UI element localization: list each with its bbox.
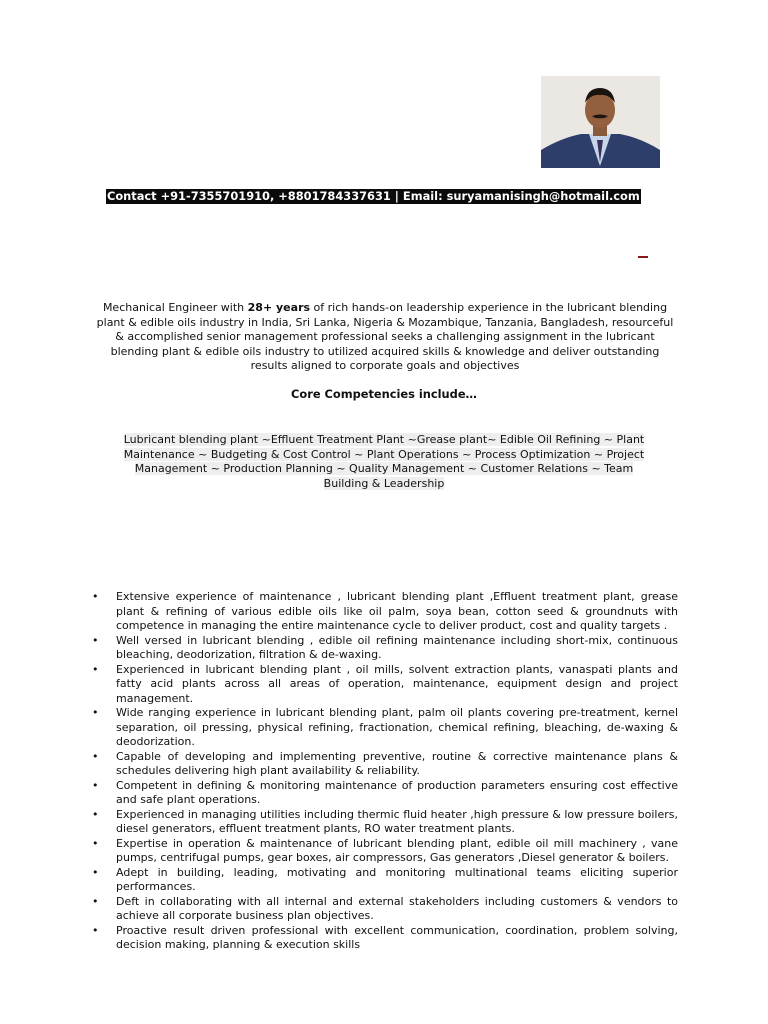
list-item (88, 750, 678, 779)
list-item-text: Expertise in operation & maintenance of lubricant blending plant, edible oil mill machinery , vane pumps, centrifugal pumps, gear boxes, air compressors, Gas generators ,Diesel generator & boilers. (116, 836, 678, 864)
list-item-text: Deft in collaborating with all internal and external stakeholders including customers & vendors to achieve all corporate business plan objectives. (116, 894, 678, 922)
core-competencies-list (115, 433, 653, 491)
competencies-text: Lubricant blending plant ~Effluent Treatment Plant ~Grease plant~ Edible Oil Refining ~ Plant Maintenance ~ Budgeting & Cost Control ~ Plant Operations ~ Process Optimization ~ Project Management ~ Production Planning ~ Quality Management ~ Customer Relations ~ Team Building & Leadership (123, 433, 645, 490)
contact-bar (106, 189, 641, 204)
summary-body: of rich hands-on leadership experience in the lubricant blending plant & edible oils industry in India, Sri Lanka, Nigeria & Mozambique, Tanzania, Bangladesh, resourceful & accomplished senior management professional seeks a challenging assignment in the lubricant blending plant & edible oils industry to utilized acquired skills & knowledge and deliver outstanding results aligned to corporate goals and objectives (96, 301, 674, 372)
bullet-icon: • (92, 836, 99, 850)
bullet-icon: • (92, 590, 99, 603)
contact-text: Contact +91-7355701910, +8801784337631 | Email: suryamanisingh@hotmail.com (107, 189, 640, 203)
list-item-text: Extensive experience of maintenance , lubricant blending plant ,Effluent treatment plant, grease plant & refining of various edible oils like oil palm, soya bean, cotton seed & groundnuts with competence in managing the entire maintenance cycle to deliver product, cost and quality targets . (116, 590, 678, 632)
core-competencies-heading: Core Competencies include… (291, 387, 477, 401)
list-item (88, 924, 678, 953)
list-item (88, 808, 678, 837)
list-item-text: Experienced in lubricant blending plant , oil mills, solvent extraction plants, vanaspati plants and fatty acid plants across all areas of operation, maintenance, equipment design and project management. (116, 662, 678, 705)
list-item (88, 590, 678, 634)
bullet-icon: • (92, 807, 99, 821)
summary-intro: Mechanical Engineer with (102, 301, 248, 314)
professional-summary (95, 301, 675, 374)
list-item (88, 837, 678, 866)
experience-bullet-list (88, 590, 678, 953)
summary-years: 28+ years (247, 301, 311, 314)
list-item (88, 779, 678, 808)
bullet-icon: • (92, 923, 99, 937)
list-item (88, 634, 678, 663)
list-item-text: Proactive result driven professional with excellent communication, coordination, problem solving, decision making, planning & execution skills (116, 923, 678, 951)
list-item-text: Capable of developing and implementing preventive, routine & corrective maintenance plans & schedules delivering high plant availability & reliability. (116, 749, 678, 777)
person-portrait-icon (541, 76, 660, 168)
list-item-text: Wide ranging experience in lubricant blending plant, palm oil plants covering pre-treatment, kernel separation, oil pressing, physical refining, fractionation, chemical refining, bleaching, de-waxing & deodorization. (116, 706, 678, 748)
bullet-icon: • (92, 749, 99, 763)
list-item (88, 895, 678, 924)
list-item (88, 663, 678, 707)
list-item-text: Well versed in lubricant blending , edible oil refining maintenance including short-mix, continuous bleaching, deodorization, filtration & de-waxing. (116, 633, 678, 661)
list-item (88, 706, 678, 750)
bullet-icon: • (92, 633, 99, 647)
bullet-icon: • (92, 662, 99, 676)
list-item (88, 866, 678, 895)
bullet-icon: • (92, 706, 99, 719)
list-item-text: Competent in defining & monitoring maintenance of production parameters ensuring cost effective and safe plant operations. (116, 778, 678, 806)
profile-photo (541, 76, 660, 168)
list-item-text: Adept in building, leading, motivating and monitoring multinational teams eliciting superior performances. (116, 865, 678, 893)
list-item-text: Experienced in managing utilities including thermic fluid heater ,high pressure & low pressure boilers, diesel generators, effluent treatment plants, RO water treatment plants. (116, 807, 678, 835)
decorative-dash (638, 256, 648, 258)
bullet-icon: • (92, 778, 99, 792)
bullet-icon: • (92, 894, 99, 908)
bullet-icon: • (92, 865, 99, 879)
